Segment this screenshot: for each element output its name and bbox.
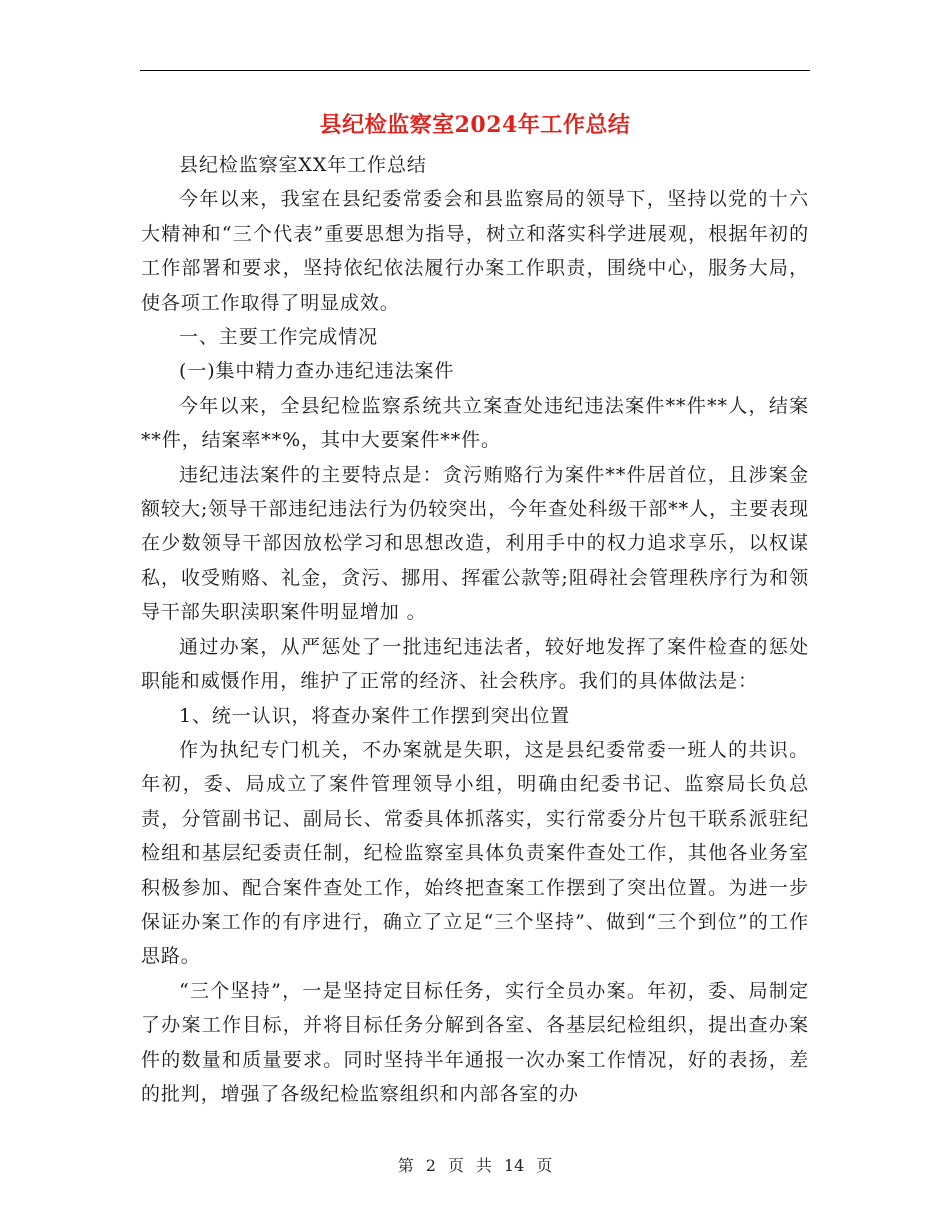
- section-heading: 一、主要工作完成情况: [179, 326, 379, 349]
- intro-paragraph: 今年以来，我室在县纪委常委会和县监察局的领导下，坚持以党的十六大精神和“三个代表”重要思想为指导，树立和落实科学进展观，根据年初的工作部署和要求，坚持依纪依法履行办案工作职责，围绕中心，服务大局，使各项工作取得了明显成效。: [141, 188, 809, 314]
- footer-mid2: 共: [475, 1156, 492, 1175]
- footer-mid1: 页: [447, 1156, 464, 1175]
- current-page-number: 2: [425, 1156, 436, 1175]
- document-title: 县纪检监察室2024年工作总结: [319, 112, 631, 138]
- footer-suffix: 页: [536, 1156, 553, 1175]
- document-body: [141, 148, 809, 1111]
- results-paragraph: 通过办案，从严惩处了一批违纪违法者，较好地发挥了案件检查的惩处职能和威慑作用，维护了正常的经济、社会秩序。我们的具体做法是：: [141, 635, 809, 693]
- consensus-paragraph: 作为执纪专门机关，不办案就是失职，这是县纪委常委一班人的共识。年初，委、局成立了案件管理领导小组，明确由纪委书记、监察局长负总责，分管副书记、副局长、常委具体抓落实，实行常委分片包干联系派驻纪检组和基层纪委责任制，纪检监察室具体负责案件查处工作，其他各业务室积极参加、配合案件查处工作，始终把查案工作摆到了突出位置。为进一步保证办案工作的有序进行，确立了立足“三个坚持”、做到“三个到位”的工作思路。: [141, 738, 809, 968]
- total-page-count: 14: [503, 1156, 525, 1175]
- subtitle-paragraph: 县纪检监察室XX年工作总结: [179, 154, 427, 176]
- case-stats-paragraph: 今年以来，全县纪检监察系统共立案查处违纪违法案件**件**人，结案**件，结案率**%，其中大要案件**件。: [141, 394, 809, 452]
- subsection-heading: (一)集中精力查办违纪违法案件: [179, 360, 455, 383]
- case-features-paragraph: 违纪违法案件的主要特点是：贪污贿赂行为案件**件居首位，且涉案金额较大;领导干部违纪违法行为仍较突出，今年查处科级干部**人，主要表现在少数领导干部因放松学习和思想改造，利用手中的权力追求享乐，以权谋私，收受贿赂、礼金，贪污、挪用、挥霍公款等;阻碍社会管理秩序行为和领导干部失职渎职案件明显增加 。: [141, 463, 809, 624]
- point-heading: 1、统一认识，将查办案件工作摆到突出位置: [179, 704, 571, 727]
- footer-prefix: 第: [397, 1156, 414, 1175]
- three-persist-paragraph: “三个坚持”，一是坚持定目标任务，实行全员办案。年初，委、局制定了办案工作目标，并将目标任务分解到各室、各基层纪检组织，提出查办案件的数量和质量要求。同时坚持半年通报一次办案工作情况，好的表扬，差的批判，增强了各级纪检监察组织和内部各室的办: [141, 979, 809, 1105]
- header-rule: [140, 70, 810, 71]
- page-footer: [0, 1153, 950, 1176]
